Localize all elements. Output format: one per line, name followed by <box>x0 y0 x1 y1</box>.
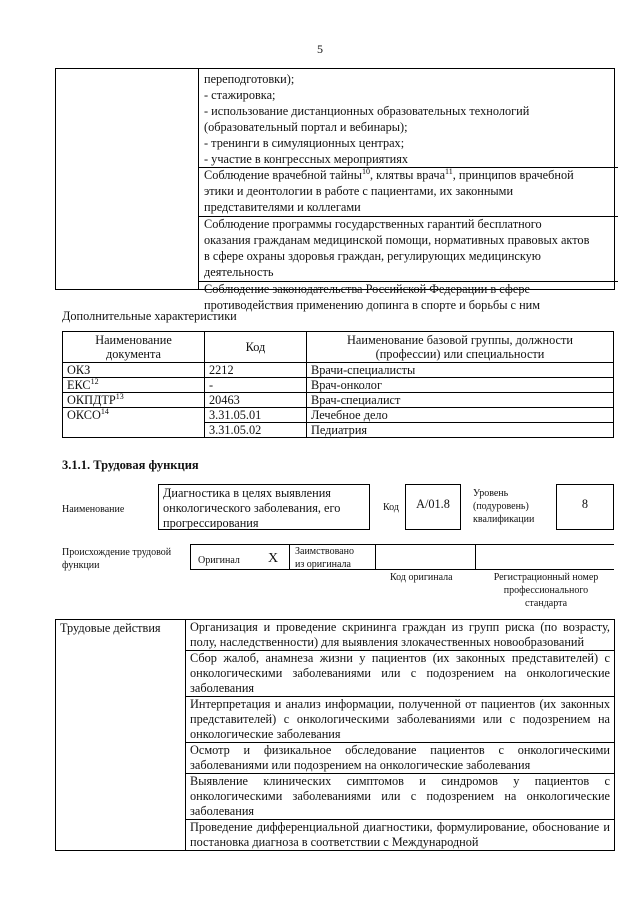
header-code: Код <box>205 332 307 363</box>
label-line: Происхождение трудовой <box>62 547 172 558</box>
level-label <box>473 487 534 526</box>
original-label: Оригинал <box>198 555 240 566</box>
secrecy-line <box>204 168 612 184</box>
doc-cell <box>63 363 205 378</box>
name-cell: Врач-специалист <box>307 393 614 408</box>
table-row <box>63 408 614 423</box>
code-cell: - <box>205 378 307 393</box>
text-line: Соблюдение программы государственных гарантий бесплатного <box>204 217 542 232</box>
continuation-cell <box>204 72 612 314</box>
label-line: из оригинала <box>295 559 351 570</box>
registration-number-label <box>486 571 606 610</box>
additional-title: Дополнительные характеристики <box>62 309 237 323</box>
text-line: противодействия применению допинга в спорте и борьбы с ним <box>204 297 541 312</box>
borrowed-label <box>295 545 354 571</box>
name-cell: Врачи-специалисты <box>307 363 614 378</box>
doc-name: ОКЗ <box>67 363 91 377</box>
text-line: - тренинги в симуляционных центрах; <box>204 135 405 150</box>
origin-label <box>62 546 171 572</box>
text-line: - использование дистанционных образовательных технологий <box>204 103 530 118</box>
action-item: Проведение дифференциальной диагностики, формулирование, обоснование и постановка диагноза в соответствии с Международной <box>186 820 615 851</box>
code-cell: 3.31.05.01 <box>205 408 307 423</box>
name-cell: Педиатрия <box>307 423 614 438</box>
doc-name: ЕКС <box>67 378 91 392</box>
text-line: деятельность <box>198 265 618 282</box>
secrecy-text-3: , принципов врачебной <box>452 168 574 183</box>
origin-row <box>190 544 614 570</box>
column-divider <box>198 69 199 289</box>
origin-divider <box>289 544 290 570</box>
original-mark: X <box>268 551 279 566</box>
additional-table <box>62 331 614 438</box>
doc-name: ОКСО <box>67 408 101 422</box>
header-document <box>63 332 205 363</box>
text-line: Соблюдение законодательства Российской Федерации в сфере <box>204 281 530 296</box>
footnote-ref: 11 <box>445 167 453 177</box>
function-code-box: А/01.8 <box>405 484 461 530</box>
actions-label: Трудовые действия <box>56 620 186 851</box>
level-box: 8 <box>556 484 614 530</box>
label-line: Уровень <box>473 488 509 499</box>
action-item: Организация и проведение скрининга граждан из групп риска (по возрасту, полу, наследственности) для выявления злокачественных новообразований <box>186 620 615 651</box>
footnote-ref: 10 <box>362 167 371 177</box>
table-row <box>63 393 614 408</box>
doc-cell <box>63 393 205 408</box>
code-cell: 3.31.05.02 <box>205 423 307 438</box>
label-line: стандарта <box>524 598 568 609</box>
action-item: Осмотр и физикальное обследование пациентов с онкологическими заболеваниями или подозрением на онкологические заболевания <box>186 743 615 774</box>
secrecy-text-2: , клятвы врача <box>370 168 446 183</box>
doc-name: ОКПДТР <box>67 393 116 407</box>
table-header-row <box>63 332 614 363</box>
code-cell: 2212 <box>205 363 307 378</box>
doc-cell <box>63 408 205 438</box>
footnote-ref: 12 <box>90 376 99 386</box>
table-row <box>63 363 614 378</box>
origin-divider <box>375 544 376 570</box>
text-line: переподготовки); <box>204 72 295 86</box>
action-item: Интерпретация и анализ информации, полученной от пациентов (их законных представителей) с онкологическими заболеваниями или с подозрением на онкологические заболевания <box>186 697 615 743</box>
text-line: этики и деонтологии в работе с пациентами, их законными <box>204 184 514 199</box>
label-line: функции <box>62 560 100 571</box>
text-line: представителями и коллегами <box>198 200 618 217</box>
page-number: 5 <box>317 42 323 56</box>
secrecy-text-1: Соблюдение врачебной тайны <box>204 168 363 183</box>
label-line: профессионального <box>503 585 589 596</box>
label-line: Регистрационный номер <box>493 572 599 583</box>
name-cell: Лечебное дело <box>307 408 614 423</box>
text-line: (образовательный портал и вебинары); <box>204 119 408 134</box>
labour-actions-table <box>55 619 615 851</box>
name-label: Наименование <box>62 504 125 515</box>
header-text: Наименование <box>95 333 172 347</box>
code-label: Код <box>383 502 399 513</box>
text-line: оказания гражданам медицинской помощи, нормативных правовых актов <box>204 233 590 248</box>
table-row <box>63 378 614 393</box>
section-title: 3.1.1. Трудовая функция <box>62 458 199 472</box>
text-line: - стажировка; <box>204 87 276 102</box>
text-line: в сфере охраны здоровья граждан, регулирующих медицинскую <box>204 248 541 263</box>
function-name-box: Диагностика в целях выявления онкологического заболевания, его прогрессирования <box>158 484 370 530</box>
name-cell: Врач-онколог <box>307 378 614 393</box>
label-line: квалификации <box>473 514 535 525</box>
text-line: - участие в конгрессных мероприятиях <box>198 152 618 169</box>
label-line: Заимствовано <box>295 546 354 557</box>
label-line: (подуровень) <box>473 501 529 512</box>
header-group <box>307 332 614 363</box>
action-item: Сбор жалоб, анамнеза жизни у пациентов (их законных представителей) с онкологическими заболеваниями или с подозрением на онкологические заболевания <box>186 651 615 697</box>
origin-divider <box>475 544 476 570</box>
doc-cell <box>63 378 205 393</box>
continuation-table <box>55 68 615 312</box>
table-row <box>56 620 615 651</box>
footnote-ref: 14 <box>100 406 109 416</box>
code-original-label: Код оригинала <box>390 572 453 583</box>
header-text: документа <box>106 347 161 361</box>
footnote-ref: 13 <box>115 391 124 401</box>
header-text: (профессии) или специальности <box>375 347 545 361</box>
code-cell: 20463 <box>205 393 307 408</box>
action-item: Выявление клинических симптомов и синдромов у пациентов с онкологическими заболеваниями или с подозрением на онкологические заболевания <box>186 774 615 820</box>
header-text: Наименование базовой группы, должности <box>347 333 573 347</box>
